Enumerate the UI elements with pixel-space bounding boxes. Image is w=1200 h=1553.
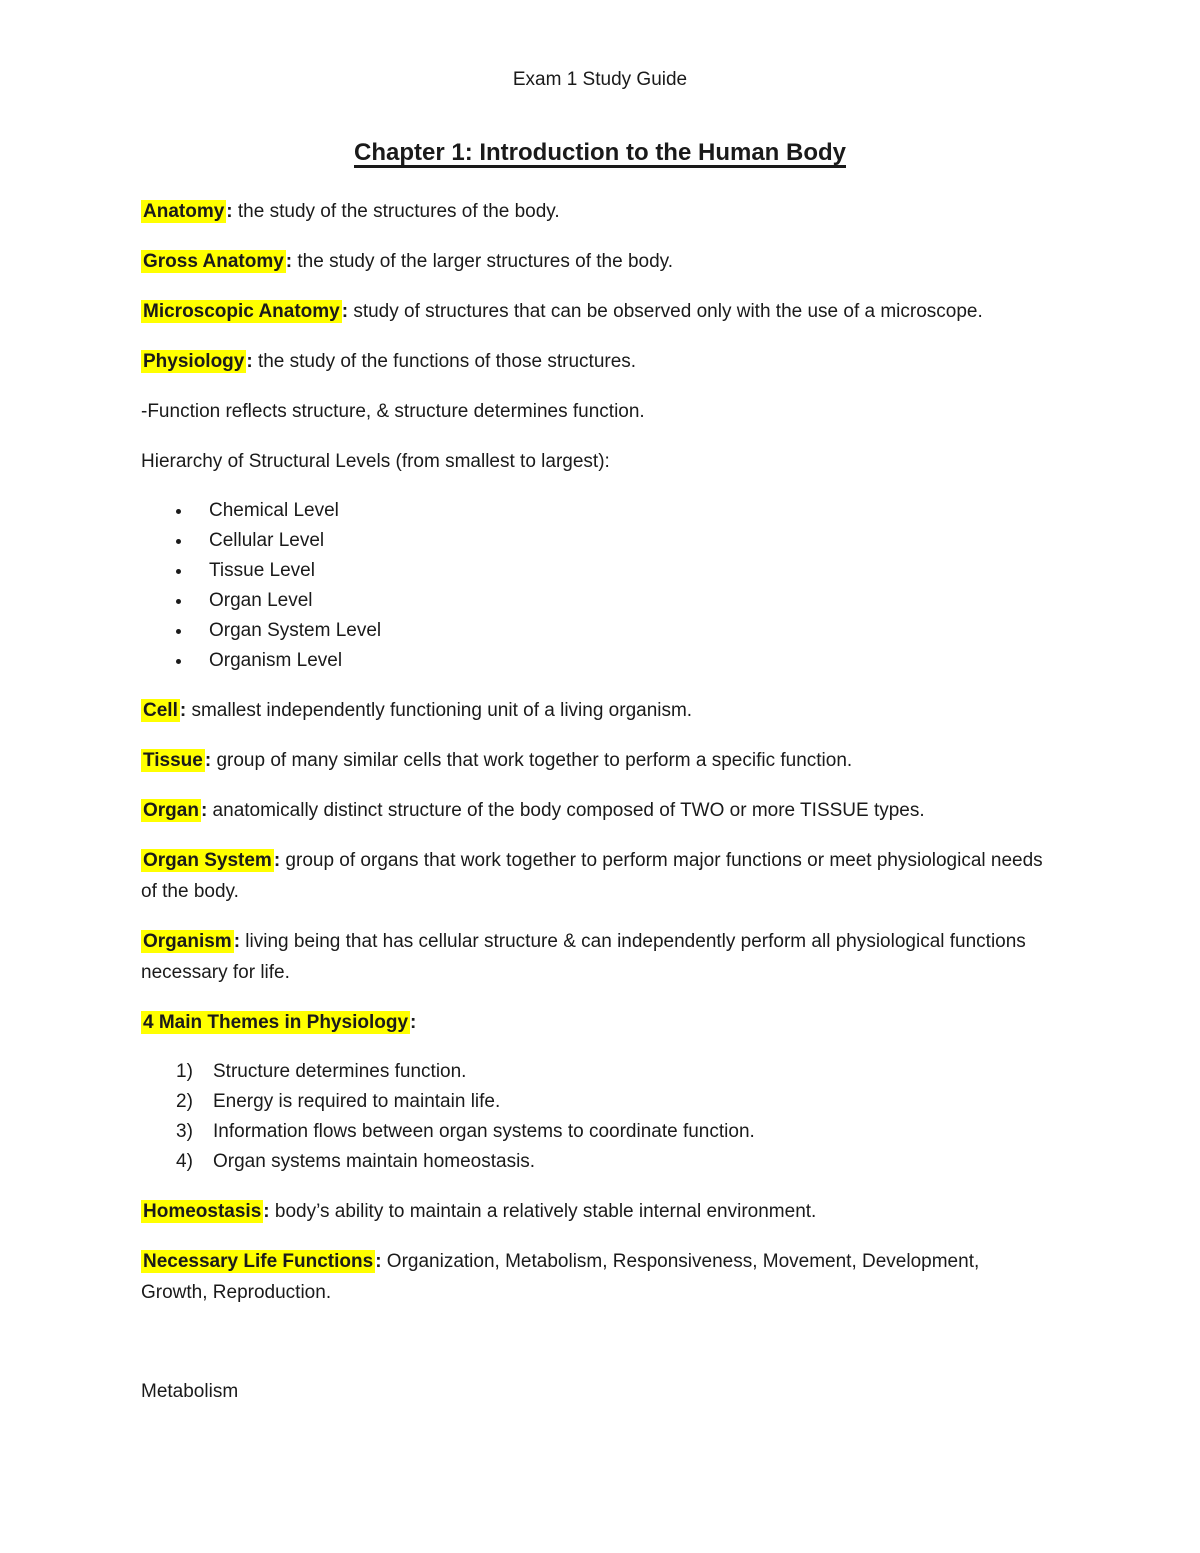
note-function-structure: -Function reflects structure, & structure determines function.	[141, 401, 645, 422]
term-colon: :	[285, 251, 293, 272]
definition-text: the study of the functions of those structures.	[252, 351, 637, 372]
term-highlight: Tissue	[143, 750, 203, 771]
term-colon: :	[200, 800, 208, 821]
list-item: • Organ System Level	[193, 616, 1046, 646]
term-highlight: Microscopic Anatomy	[143, 301, 340, 322]
list-item: • Organ Level	[193, 586, 1046, 616]
item-number: 4)	[176, 1151, 193, 1172]
metabolism-label: Metabolism	[141, 1381, 239, 1402]
term-colon: :	[273, 850, 281, 871]
hierarchy-list	[141, 496, 1046, 676]
document-body	[141, 196, 1046, 1407]
item-number: 2)	[176, 1091, 193, 1112]
term-colon: :	[204, 750, 212, 771]
themes-list	[141, 1057, 1046, 1177]
definition-text: study of structures that can be observed only with the use of a microscope.	[348, 301, 983, 322]
item-number: 3)	[176, 1121, 193, 1142]
definition-homeostasis	[141, 1196, 1046, 1227]
definition-microscopic-anatomy	[141, 296, 1046, 327]
definition-physiology	[141, 346, 1046, 377]
definition-text: living being that has cellular structure & can independently perform all physiological functions necessary for life.	[141, 931, 1026, 983]
term-highlight: Organism	[143, 931, 232, 952]
definition-text: group of organs that work together to perform major functions or meet physiological needs of the body.	[141, 850, 1043, 902]
definition-organism	[141, 926, 1046, 988]
term-colon: :	[246, 351, 253, 372]
hierarchy-intro: Hierarchy of Structural Levels (from smallest to largest):	[141, 451, 610, 472]
term-colon: :	[375, 1251, 382, 1272]
term-highlight: Necessary Life Functions	[143, 1251, 374, 1272]
list-item: • Tissue Level	[193, 556, 1046, 586]
term-colon: :	[179, 700, 187, 721]
definition-text: body’s ability to maintain a relatively stable internal environment.	[269, 1201, 817, 1222]
term-highlight: Anatomy	[143, 201, 225, 222]
definition-organ-system	[141, 845, 1046, 907]
definition-cell	[141, 695, 1046, 726]
list-item: • Cellular Level	[193, 526, 1046, 556]
term-highlight: Gross Anatomy	[143, 251, 284, 272]
item-text: Organ systems maintain homeostasis.	[213, 1151, 536, 1172]
definition-text: group of many similar cells that work together to perform a specific function.	[211, 750, 853, 771]
term-highlight: Homeostasis	[143, 1201, 262, 1222]
term-highlight: 4 Main Themes in Physiology	[143, 1012, 409, 1033]
document-header: Exam 1 Study Guide	[512, 69, 688, 90]
numbered-item	[141, 1147, 1046, 1177]
definition-tissue	[141, 745, 1046, 776]
numbered-item	[141, 1087, 1046, 1117]
term-highlight: Cell	[143, 700, 178, 721]
definition-text: smallest independently functioning unit of a living organism.	[186, 700, 693, 721]
definition-gross-anatomy	[141, 246, 1046, 277]
term-colon: :	[341, 301, 349, 322]
term-colon: :	[410, 1012, 417, 1033]
item-text: Information flows between organ systems to coordinate function.	[213, 1121, 755, 1142]
list-item: • Chemical Level	[193, 496, 1046, 526]
term-colon: :	[226, 201, 233, 222]
definition-text: the study of the structures of the body.	[232, 201, 560, 222]
term-colon: :	[233, 931, 241, 952]
definition-text: Organization, Metabolism, Responsiveness, Movement, Development, Growth, Reproduction.	[141, 1251, 980, 1303]
numbered-item	[141, 1117, 1046, 1147]
term-highlight: Organ	[143, 800, 199, 821]
numbered-item	[141, 1057, 1046, 1087]
item-number: 1)	[176, 1061, 193, 1082]
item-text: Structure determines function.	[213, 1061, 467, 1082]
term-highlight: Organ System	[143, 850, 272, 871]
list-item: • Organism Level	[193, 646, 1046, 676]
definition-organ	[141, 795, 1046, 826]
term-highlight: Physiology	[143, 351, 245, 372]
page-title: Chapter 1: Introduction to the Human Body	[354, 139, 846, 166]
definition-anatomy	[141, 196, 1046, 227]
definition-text: anatomically distinct structure of the body composed of TWO or more TISSUE types.	[207, 800, 925, 821]
item-text: Energy is required to maintain life.	[213, 1091, 501, 1112]
definition-necessary-life-functions	[141, 1246, 1046, 1308]
term-colon: :	[263, 1201, 270, 1222]
definition-text: the study of the larger structures of the body.	[292, 251, 674, 272]
themes-heading	[141, 1007, 1046, 1038]
